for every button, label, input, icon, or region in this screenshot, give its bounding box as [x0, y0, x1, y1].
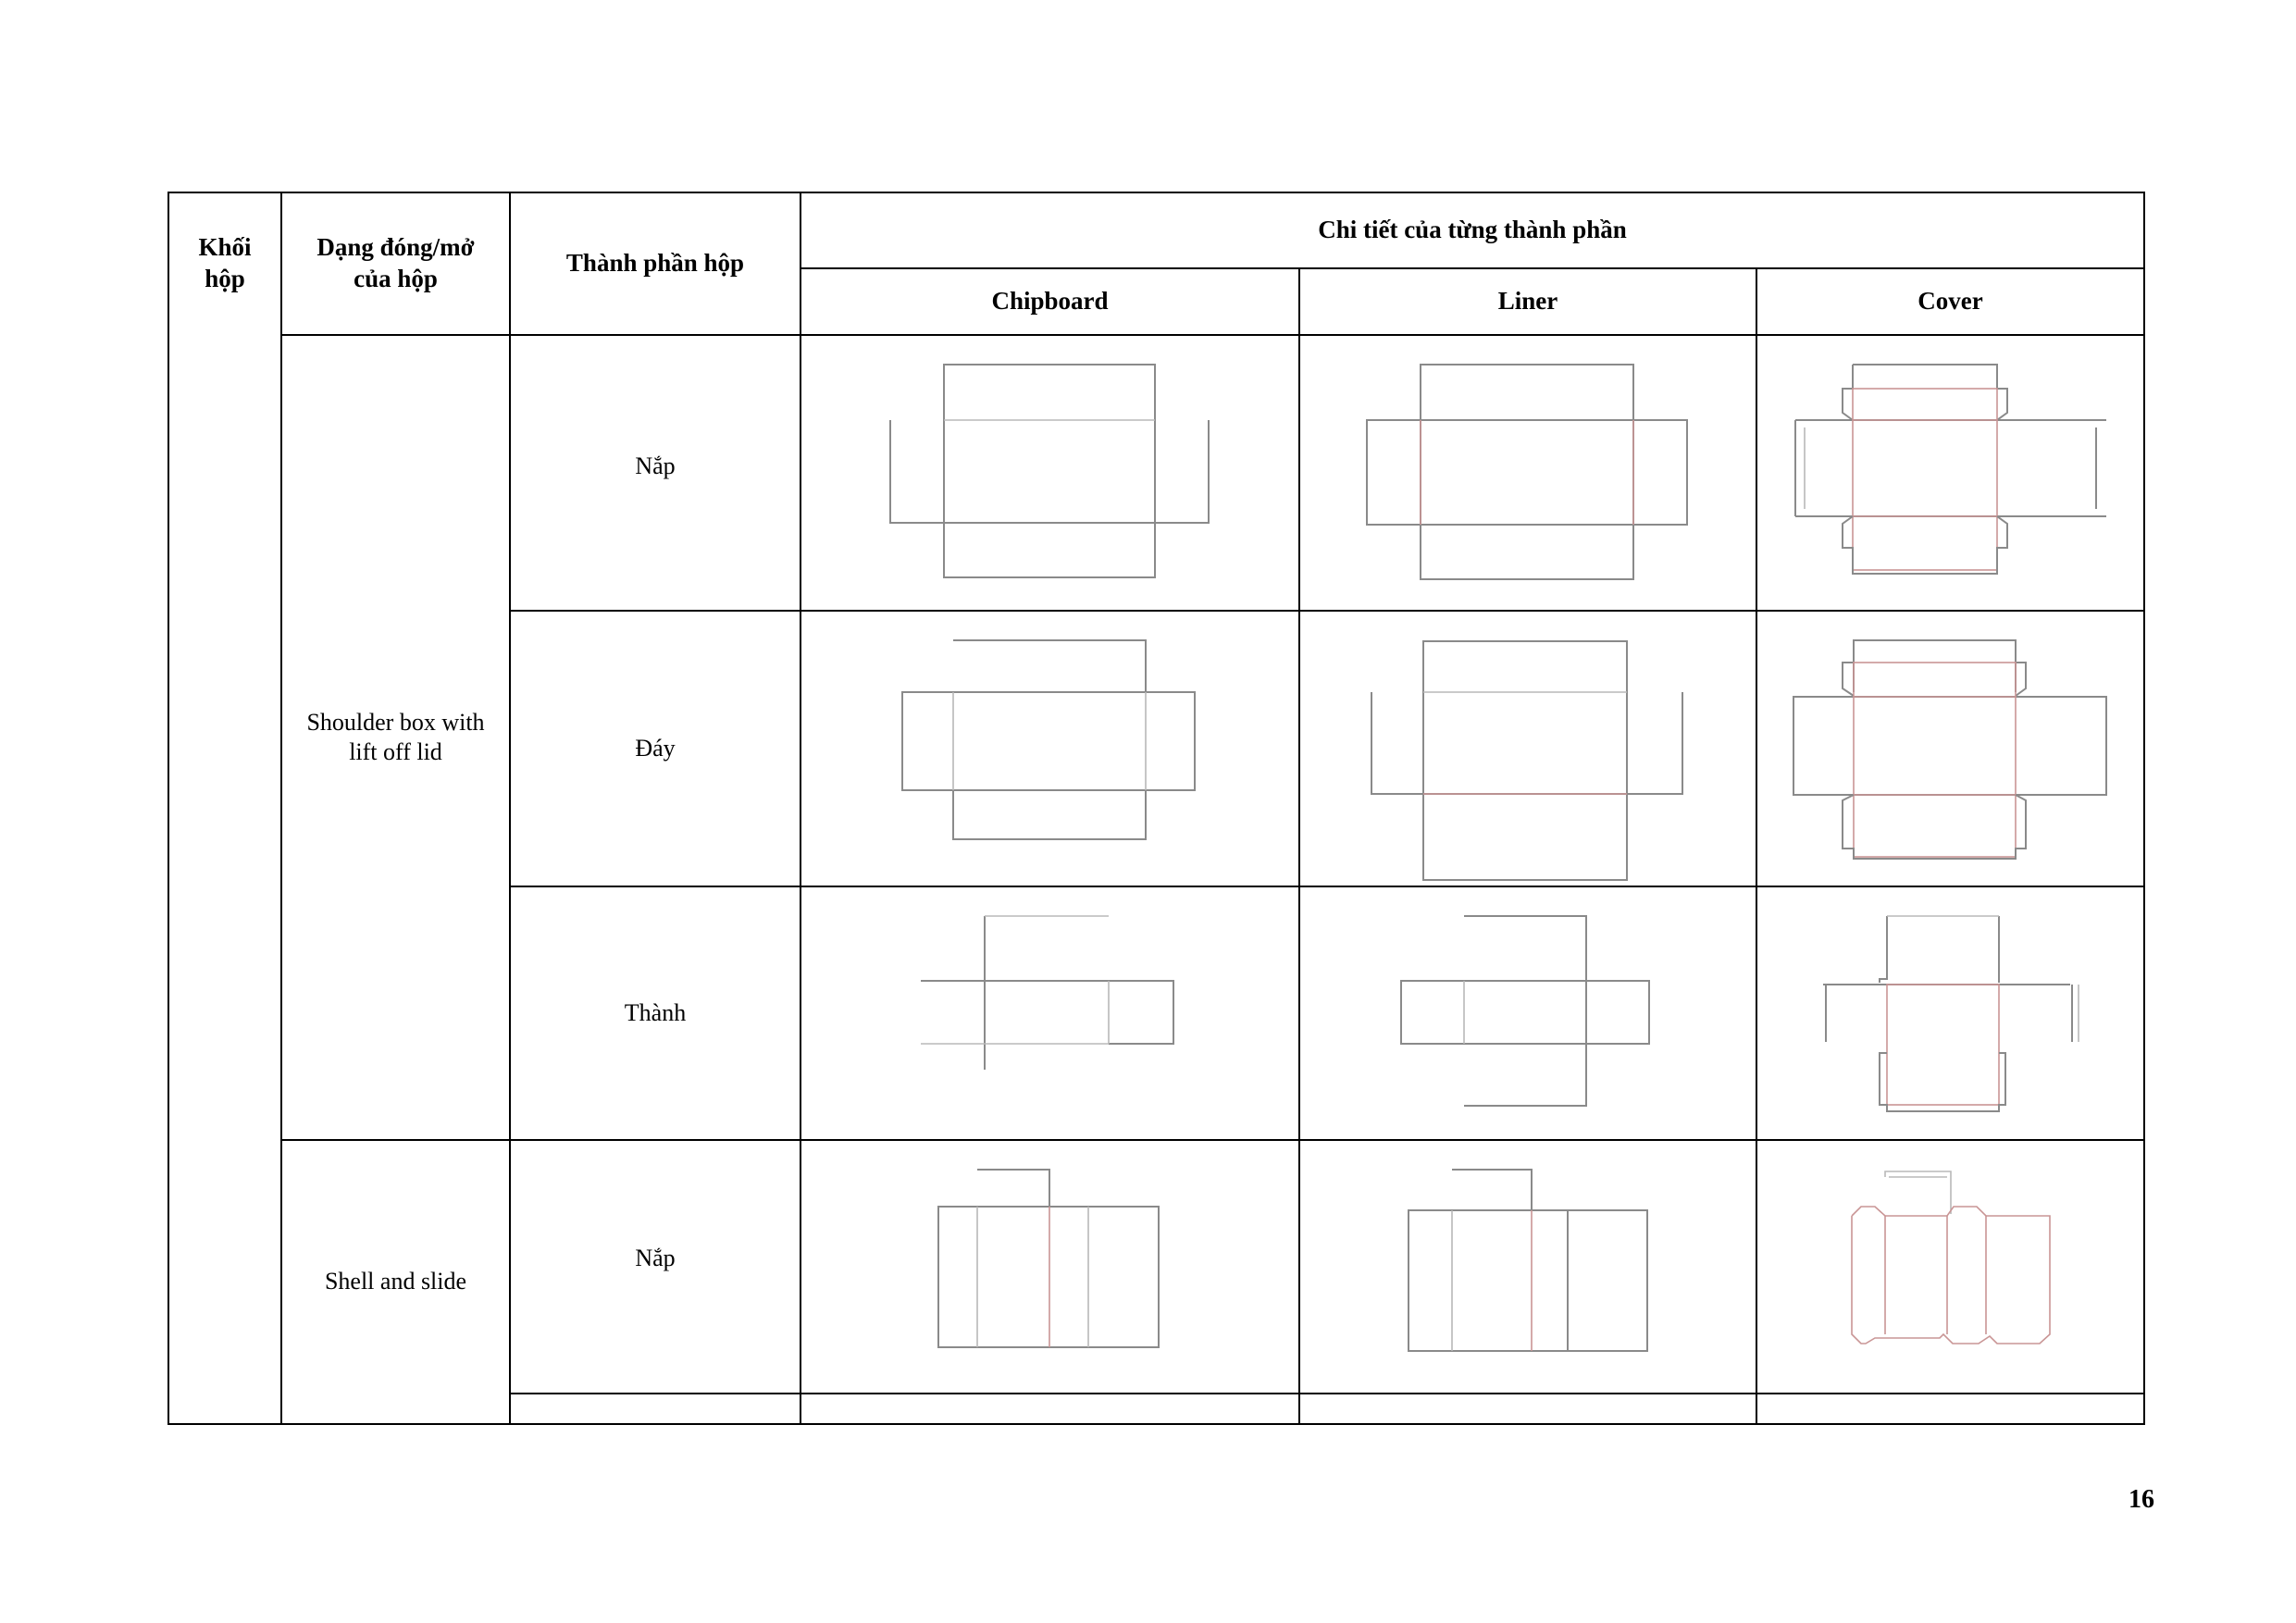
component-nap-shoulder-label: Nắp [635, 452, 676, 479]
dieline-nap-chipboard [800, 335, 1299, 611]
header-khoi-hop [168, 192, 281, 335]
component-nap-shell-label: Nắp [635, 1244, 676, 1271]
component-nap-shell [510, 1140, 800, 1394]
dieline-nap-shell-cover [1756, 1140, 2144, 1394]
header-chipboard [800, 268, 1299, 335]
closure-type-shoulder-box [281, 335, 510, 1140]
dieline-day-cover [1756, 611, 2144, 886]
header-khoi-hop-label: Khối hộp [198, 233, 252, 292]
dieline-nap-shell-chipboard [800, 1140, 1299, 1394]
dieline-nap-shell-liner [1299, 1140, 1756, 1394]
header-cover-label: Cover [1917, 287, 1983, 316]
header-thanh-phan-hop [510, 192, 800, 335]
dieline-thanh-cover [1756, 886, 2144, 1140]
dieline-nap-liner [1299, 335, 1756, 611]
header-chipboard-label: Chipboard [991, 287, 1109, 316]
component-day [510, 611, 800, 886]
dieline-day-chipboard [800, 611, 1299, 886]
page-number: 16 [2128, 1485, 2154, 1514]
dieline-thanh-chipboard [800, 886, 1299, 1140]
dieline-thanh-liner [1299, 886, 1756, 1140]
header-cover [1756, 268, 2144, 335]
dieline-nap-cover [1756, 335, 2144, 611]
closure-type-shell-and-slide-label: Shell and slide [324, 1268, 467, 1295]
component-thanh-label: Thành [624, 998, 687, 1026]
header-liner [1299, 268, 1756, 335]
component-thanh [510, 886, 800, 1140]
closure-type-shoulder-box-label: Shoulder box with lift off lid [306, 708, 485, 765]
dieline-day-liner [1299, 611, 1756, 886]
header-thanh-phan-hop-label: Thành phần hộp [565, 249, 745, 278]
header-liner-label: Liner [1497, 287, 1558, 316]
component-day-label: Đáy [635, 734, 676, 762]
header-chi-tiet-label: Chi tiết của từng thành phần [1318, 216, 1627, 244]
header-dang-dong-mo [281, 192, 510, 335]
header-chi-tiet [800, 192, 2144, 268]
header-dang-dong-mo-label: Dạng đóng/mở của hộp [316, 233, 475, 292]
component-nap-shoulder [510, 335, 800, 598]
closure-type-shell-and-slide [281, 1140, 510, 1424]
